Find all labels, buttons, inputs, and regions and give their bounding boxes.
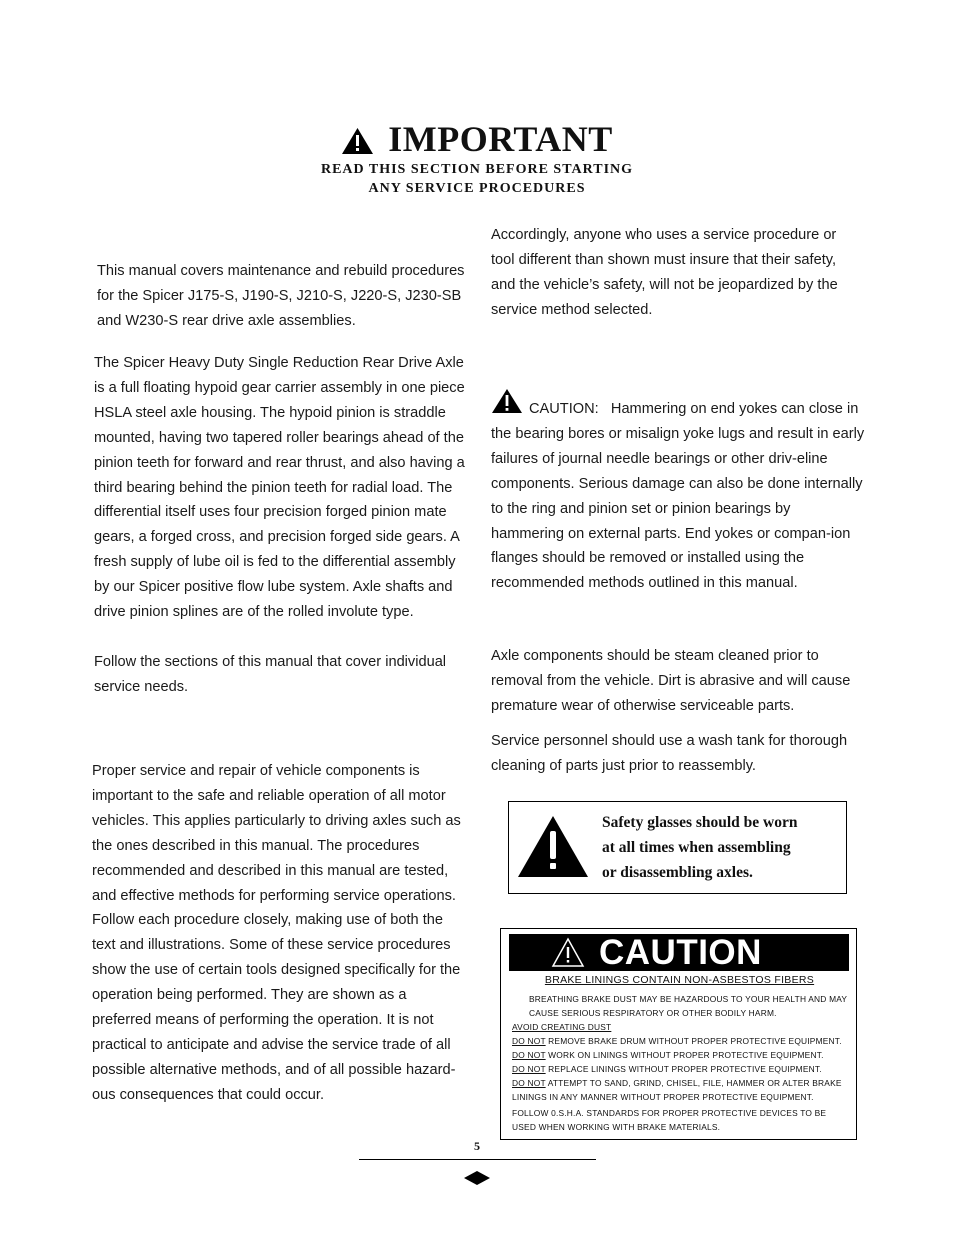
do-not-label: DO NOT — [512, 1050, 546, 1060]
wash-tank-paragraph: Service personnel should use a wash tank for thorough cleaning of parts just prior to reassembly. — [491, 733, 848, 774]
safety-glasses-text — [602, 810, 798, 885]
caution-intro — [512, 992, 869, 1020]
caution-heading: BRAKE LININGS CONTAIN NON-ASBESTOS FIBERS — [544, 974, 815, 986]
axle-description-paragraph: The Spicer Heavy Duty Single Reduction Rear Drive Axle is a full floating hypoid gear carrier assembly in one piece HSLA steel axle housing. The hypoid pinion is straddle mounted, having two tapered roller bearings ahead of the pinion teeth for forward and rear thrust, and also having a third bearing behind the pinion teeth for radial load. The differential itself uses four precision forged pinion mate gears, a forged cross, and precision forged side gears. A fresh supply of lube oil is fed to the differential assembly by our Spicer positive flow lube system. Axle shafts and drive pinion splines are of the rolled involute type. — [94, 355, 465, 621]
subtitle-line-1: READ THIS SECTION BEFORE STARTING — [320, 162, 634, 177]
title-text: IMPORTANT — [388, 119, 613, 159]
caution-banner-icon — [551, 937, 585, 968]
osha-follow — [512, 1106, 852, 1134]
proper-service-paragraph: Proper service and repair of vehicle components is important to the safe and reliable operation of all motor vehicles. This applies particularly to driving axles such as the ones described in this manual. The procedures recommended and described in this manual are tested, and effective methods for performing service operations. Follow each procedure closely, making use of both the text and illustrations. Some of these service procedures show the use of certain tools designed specifically for the operation being performed. They are shown as a preferred means of performing the operation. It is not practical to anticipate and advise the service trade of all possible alternative methods, and of all possible hazard-ous consequences that could occur. — [92, 763, 461, 1103]
caution-banner-text: CAUTION — [599, 933, 762, 972]
caution-intro-text: BREATHING BRAKE DUST MAY BE HAZARDOUS TO YOUR HEALTH AND MAY CAUSE SERIOUS RESPIRATORY OR OTHER BODILY HARM. — [529, 994, 848, 1018]
caution-text: Hammering on end yokes can close in the bearing bores or misalign yoke lugs and result in early failures of journal needle bearings or other driv-eline components. Serious damage can also be done internally to the ring and pinion set or pinion bearings by hammering on external parts. End yokes or compan-ion flanges should be removed or installed using the recommended methods outlined in this manual. — [491, 401, 865, 592]
intro-paragraph: This manual covers maintenance and rebuild procedures for the Spicer J175-S, J190-S, J210-S, J220-S, J230-SB and W230-S rear drive axle assemblies. — [97, 263, 465, 329]
caution-lead: CAUTION: — [529, 401, 599, 417]
safety-line-2: at all times when assembling — [602, 839, 791, 856]
page-title — [0, 118, 954, 160]
rule-3 — [512, 1062, 852, 1076]
diamond-ornament-icon — [463, 1170, 491, 1186]
safety-line-3: or disassembling axles. — [602, 864, 753, 881]
warning-triangle-icon — [341, 127, 374, 155]
avoid-dust-text: AVOID CREATING DUST — [512, 1022, 612, 1032]
brake-lining-caution-panel — [500, 928, 857, 1140]
rule-1 — [512, 1034, 852, 1048]
rule-3-text: REPLACE LININGS WITHOUT PROPER PROTECTIVE EQUIPMENT. — [548, 1064, 822, 1074]
footer-rule — [359, 1159, 596, 1160]
do-not-label: DO NOT — [512, 1036, 546, 1046]
subtitle-line-2: ANY SERVICE PROCEDURES — [368, 181, 586, 196]
rule-2-text: WORK ON LININGS WITHOUT PROPER PROTECTIVE EQUIPMENT. — [548, 1050, 824, 1060]
do-not-label: DO NOT — [512, 1078, 546, 1088]
accordingly-paragraph: Accordingly, anyone who uses a service procedure or tool different than shown must insure that their safety, and the vehicle’s safety, will not be jeopardized by the service method selected. — [491, 227, 838, 318]
caution-banner — [509, 934, 849, 971]
follow-sections-paragraph: Follow the sections of this manual that cover individual service needs. — [94, 654, 447, 695]
rule-2 — [512, 1048, 852, 1062]
exclamation-triangle-icon — [517, 815, 589, 878]
do-not-label: DO NOT — [512, 1064, 546, 1074]
avoid-dust — [512, 1020, 852, 1034]
page-number: 5 — [474, 1139, 480, 1153]
steam-clean-paragraph: Axle components should be steam cleaned prior to removal from the vehicle. Dirt is abrasive and will cause premature wear of otherwise serviceable parts. — [491, 648, 851, 714]
osha-follow-text: FOLLOW 0.S.H.A. STANDARDS FOR PROPER PROTECTIVE DEVICES TO BE USED WHEN WORKING WITH BRAKE MATERIALS. — [512, 1108, 827, 1132]
hammering-caution-paragraph — [491, 388, 865, 596]
safety-glasses-notice — [508, 801, 847, 894]
rule-1-text: REMOVE BRAKE DRUM WITHOUT PROPER PROTECTIVE EQUIPMENT. — [548, 1036, 842, 1046]
safety-line-1: Safety glasses should be worn — [602, 814, 798, 831]
rule-4-text: ATTEMPT TO SAND, GRIND, CHISEL, FILE, HAMMER OR ALTER BRAKE LININGS IN ANY MANNER WITHOUT PROPER PROTECTIVE EQUIPMENT. — [512, 1078, 842, 1102]
caution-triangle-icon — [491, 388, 523, 414]
rule-4 — [512, 1076, 852, 1104]
